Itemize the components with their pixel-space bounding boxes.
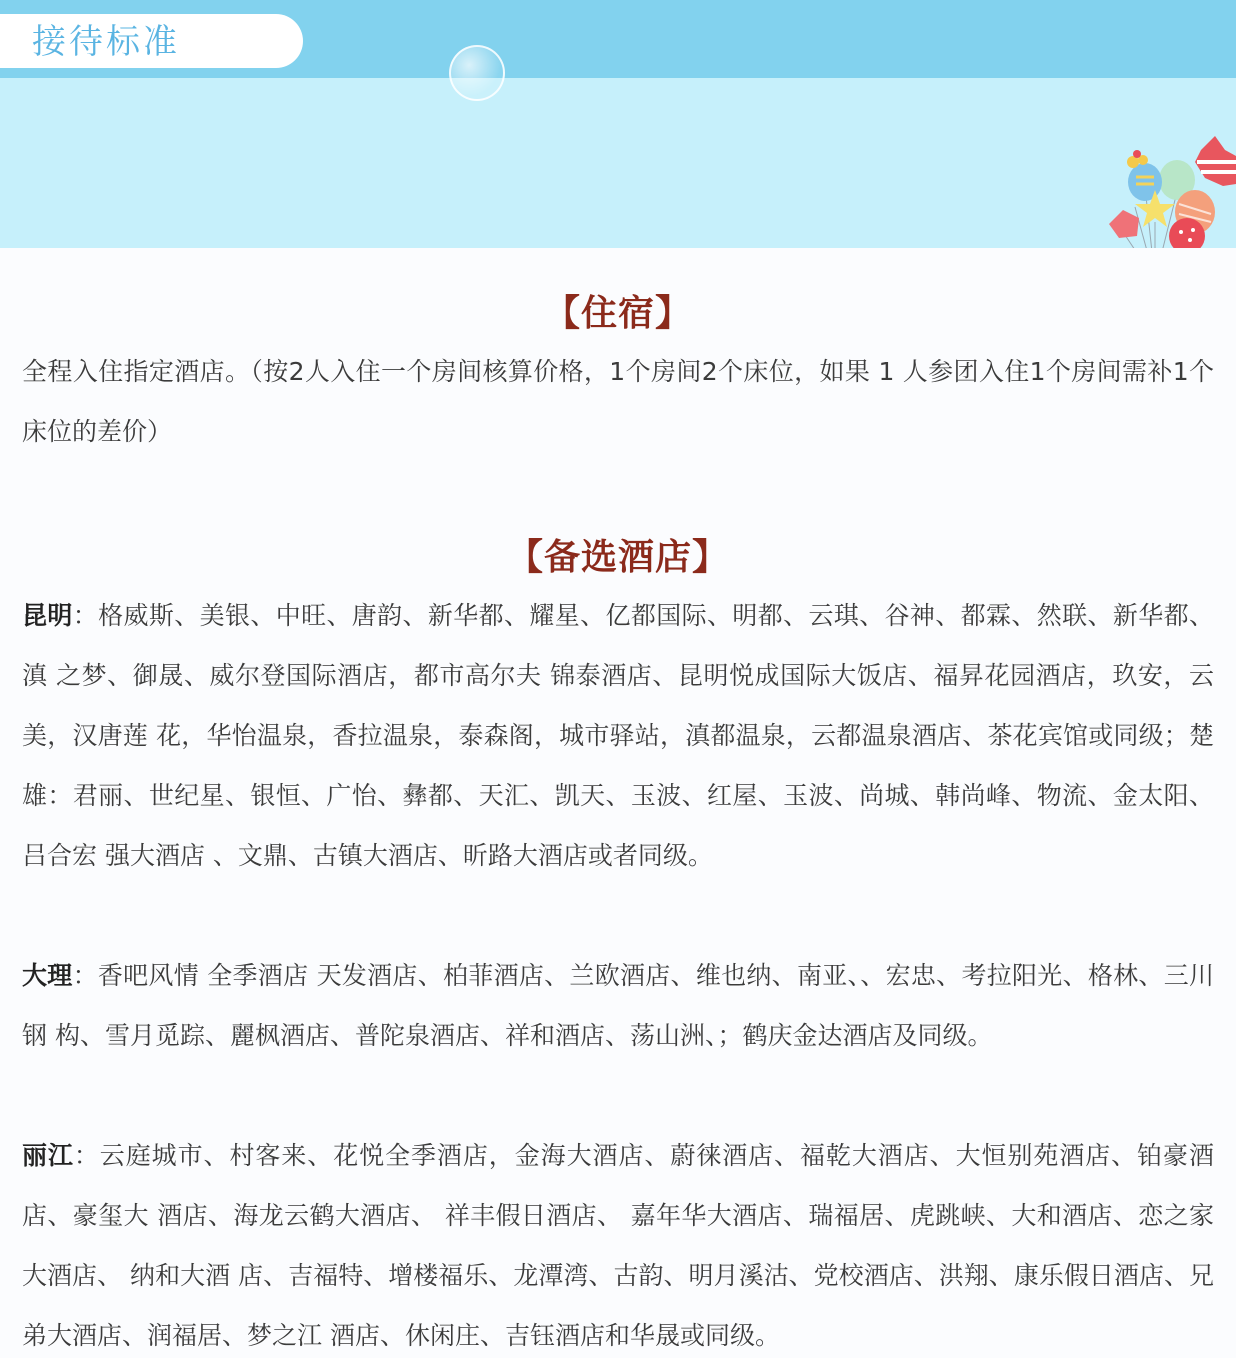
page-header xyxy=(0,0,1236,248)
balloons-icon xyxy=(1095,132,1236,248)
city-label: 昆明 xyxy=(22,601,73,630)
dali-paragraph xyxy=(22,946,1214,1066)
kunming-hotel-list: ：格威斯、美银、中旺、唐韵、新华都、耀星、亿都国际、明都、云琪、谷神、都霖、然联、新华都、滇 之梦、御晟、威尔登国际酒店，都市高尔夫 锦泰酒店、昆明悦成国际大饭店、福昇花园酒店，玖安，云美，汉唐莲 花，华怡温泉，香拉温泉，泰森阁，城市驿站，滇都温泉，云都温泉酒店、茶花宾馆或同级；楚雄：君丽、世纪星、银恒、广怡、彝都、天汇、凯天、玉波、红屋、玉波、尚城、韩尚峰、物流、金太阳、吕合宏 强大酒店 、文鼎、古镇大酒店、昕路大酒店或者同级。 xyxy=(22,601,1214,870)
bubble-icon xyxy=(449,45,505,101)
lijiang-hotel-list: ：云庭城市、村客来、花悦全季酒店，金海大酒店、蔚徕酒店、福乾大酒店、大恒别苑酒店、铂豪酒店、豪玺大 酒店、海龙云鹤大酒店、 祥丰假日酒店、 嘉年华大酒店、瑞福居、虎跳峡、大和酒店、恋之家大酒店、 纳和大酒 店、吉福特、增楼福乐、龙潭湾、古韵、明月溪沽、党校酒店、洪翔、康乐假日酒店、兄弟大酒店、润福居、梦之江 酒店、休闲庄、吉钰酒店和华晟或同级。 xyxy=(22,1141,1214,1350)
lodging-heading: 【住宿】 xyxy=(543,293,692,334)
page-title: 接待标准 xyxy=(32,22,180,62)
kunming-paragraph xyxy=(22,586,1214,886)
city-label: 大理 xyxy=(22,961,73,990)
lodging-text: 全程入住指定酒店。（按2人入住一个房间核算价格，1个房间2个床位，如果 1 人参团入住1个房间需补1个床位的差价） xyxy=(22,357,1214,446)
lijiang-paragraph xyxy=(22,1126,1214,1366)
hotels-heading: 【备选酒店】 xyxy=(506,537,729,578)
city-label: 丽江 xyxy=(22,1141,74,1170)
dali-hotel-list: ：香吧风情 全季酒店 天发酒店、柏菲酒店、兰欧酒店、维也纳、南亚、、宏忠、考拉阳光、格林、三川钢 构、雪月觅踪、麗枫酒店、普陀泉酒店、祥和酒店、荡山洲、；鹤庆金达酒店及同级。 xyxy=(22,961,1214,1050)
